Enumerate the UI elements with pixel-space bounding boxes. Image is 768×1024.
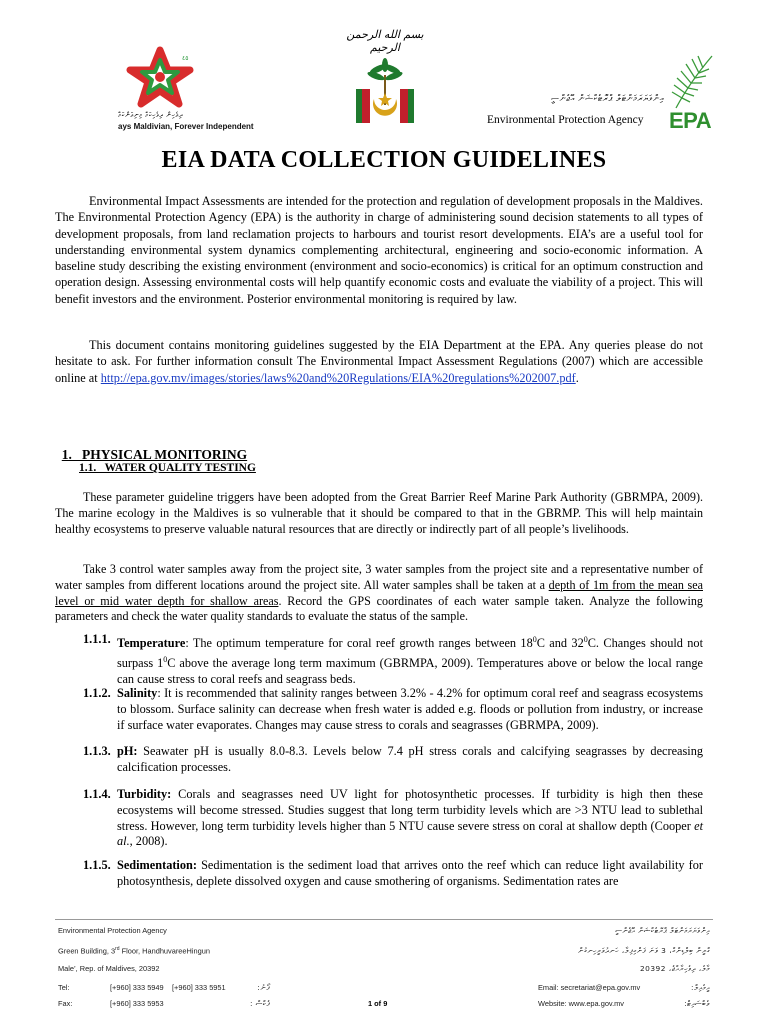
footer-right-line-2: ގްރީން ބިލްޑިންގް، 3 ވަނަ ފަންގިފިލާ، ހަނދުވަރީހިނގުން <box>578 946 710 955</box>
item-text: , 2008). <box>129 834 168 849</box>
item-ph <box>83 744 703 776</box>
item-term: pH: <box>117 744 138 758</box>
item-term: Sedimentation: <box>117 858 197 872</box>
item-italic: et al. <box>117 818 703 849</box>
water-quality-paragraph-2 <box>55 562 703 625</box>
item-text: : It is recommended that salinity ranges between 3.2% - 4.2% for optimum coral reef and seagrass ecosystems to blossom. Surface salinity can decrease when fresh water is added e.g. floods or pollution from industry, or increase if surface water evaporates. Changes may cause stress to corals and seagrasses (GBRMPA, 2009). <box>117 686 703 732</box>
independence-logo <box>118 46 202 110</box>
footer-fax-thaana: ފެކްސް : <box>249 999 270 1008</box>
svg-text:٤٥: ٤٥ <box>182 55 189 62</box>
footer-email-thaana: އީމެއިލް: <box>690 983 710 992</box>
footer-right-line-3: މާލެ، ދިވެހިރާއްޖެ، 20392 <box>639 964 710 973</box>
item-term: Temperature <box>117 636 186 651</box>
intro-p2-text: This document contains monitoring guidelines suggested by the EIA Department at the EPA. Any queries please do not hesitate to ask. For further information consult The Environmental Impact Assessment Regulations (2007) which are accessible online at <box>55 338 703 385</box>
footer-tel-thaana: ފޯނު: <box>257 983 270 992</box>
bismillah: بسم الله الرحمن الرحيم <box>346 28 424 54</box>
epa-logo-text: EPA <box>669 108 712 133</box>
degree-sup: 0 <box>532 635 537 644</box>
footer-tel-label: Tel: <box>58 983 70 992</box>
para2-text-b: . Record the GPS coordinates of each water sample taken. Analyze the following parameters and check the water quality standards to evaluate the status of the sample. <box>55 593 703 624</box>
para2-text-a: Take 3 control water samples away from the project site, 3 water samples from the project site and a representative number of water samples from different locations around the project site. All water samples shall be taken at a <box>55 562 703 592</box>
item-text: : The optimum temperature for coral reef growth ranges between 18 <box>185 636 533 651</box>
subsection-heading-water-quality: 1.1. WATER QUALITY TESTING <box>79 462 256 474</box>
item-term: Salinity <box>117 686 158 700</box>
section-number-title: 1. PHYSICAL MONITORING <box>61 447 248 462</box>
address-sup: rd <box>115 946 120 952</box>
footer-website[interactable]: Website: www.epa.gov.mv <box>538 999 624 1008</box>
footer-website-thaana: ވެބްސައިޓް: <box>684 999 710 1008</box>
footer-tel-2: [+960] 333 5951 <box>172 983 226 992</box>
agency-thaana: އިންވަޔަރަމަންޓަލް ޕްރޮޓެކްޝަން އޭޖެންސީ <box>551 94 664 104</box>
item-text: Corals and seagrasses need UV light for photosynthetic processes. If turbidity is high then these ecosystems will become stressed. Studies suggest that long term turbidity levels which are >3 NTU lead to sublethal stress. However, long term turbidity levels higher than 5 NTU cause severe stress on coral at shallow depth (Cooper <box>117 787 703 833</box>
item-text: C and 32 <box>536 636 584 651</box>
item-text: Seawater pH is usually 8.0-8.3. Levels below 7.4 pH stress corals and calcifying seagrasses by decreasing calcification processes. <box>117 744 703 774</box>
intro-paragraph-2 <box>55 337 703 386</box>
degree-sup: 0 <box>583 635 588 644</box>
left-logo-thaana: ދިވެހިން ދިވެހިކަމާ މިނިވަންކަމާ <box>118 111 184 119</box>
item-text: Sedimentation is the sediment load that arrives onto the reef which can reduce light availability for photosynthesis, deplete dissolved oxygen and cause smothering of organisms. Sedimentation rates are <box>117 858 703 888</box>
national-emblem <box>354 55 416 127</box>
item-number: 1.1.2. <box>83 686 111 700</box>
address-text: Floor, HandhuvareeHingun <box>119 946 210 956</box>
item-number: 1.1.3. <box>83 744 111 758</box>
item-salinity <box>83 686 703 733</box>
item-text: C. Changes should not surpass 1 <box>117 636 703 670</box>
section-heading-physical-monitoring <box>55 431 247 463</box>
footer-fax-label: Fax: <box>58 999 73 1008</box>
item-temperature <box>83 632 703 688</box>
eia-regulations-link[interactable]: http://epa.gov.mv/images/stories/laws%20and%20Regulations/EIA%20regulations%202007.pdf <box>100 370 576 385</box>
item-number: 1.1.5. <box>83 858 111 872</box>
footer-tel-1: [+960] 333 5949 <box>110 983 164 992</box>
water-quality-paragraph-1: These parameter guideline triggers have been adopted from the Great Barrier Reef Marine Park Authority (GBRMPA, 2009). The marine ecology in the Maldives is so vulnerable that it should be compared to that in the GBRMP. This will help maintain healthy ecosystems to preserve valuable natural resources that are directly or indirectly part of all people’s livelihoods. <box>55 490 703 536</box>
item-term: Turbidity: <box>117 787 172 801</box>
item-number: 1.1.4. <box>83 787 111 801</box>
item-sedimentation <box>83 858 703 890</box>
agency-name: Environmental Protection Agency <box>487 114 644 126</box>
footer-right-line-1: އިންވަޔަރަމަންޓަލް ޕްރޮޓެކްޝަން އޭޖެންސީ <box>615 926 710 935</box>
degree-sup: 0 <box>163 654 168 664</box>
intro-paragraph-1: Environmental Impact Assessments are intended for the protection and regulation of development proposals in the Maldives. The Environmental Protection Agency (EPA) is the authority in charge of administering sound decision statements to all types of development proposals, from land reclamation projects to harbours and tourist resort developments. EIA’s are a useful tool for understanding environmental system dynamics complementing architectural, engineering and socio-economic information. A baseline study describing the existing environment (environment and socio-economics) is critical for an optimum construction and operation design. Assessing environmental costs will help quantify economic costs and evaluate the viability of a project. This will benefit investors and the environment. Posterior environmental monitoring is required by law. <box>55 194 704 306</box>
footer-fax: [+960] 333 5953 <box>110 999 164 1008</box>
page-number: 1 of 9 <box>368 999 388 1008</box>
intro-p2-end: . <box>575 370 579 385</box>
footer-address-2: Male’, Rep. of Maldives, 20392 <box>58 964 160 973</box>
para2-underlined-depth: depth of 1m from the mean sea level or mid water depth for shallow areas <box>55 577 703 608</box>
item-text: C above the average long term maximum (GBRMPA, 2009). Temperatures above or below the local range can cause stress to coral reefs and seagrass beds. <box>117 655 703 686</box>
item-number: 1.1.1. <box>83 632 111 646</box>
footer-email[interactable]: Email: secretariat@epa.gov.mv <box>538 983 641 992</box>
epa-palm-icon <box>668 52 714 110</box>
footer-divider <box>55 919 713 920</box>
footer-address-1 <box>58 946 210 955</box>
address-text: Green Building, 3 <box>58 946 116 956</box>
item-turbidity <box>83 787 703 850</box>
page-title: EIA DATA COLLECTION GUIDELINES <box>161 147 607 173</box>
footer-agency: Environmental Protection Agency <box>58 926 167 935</box>
left-logo-caption: ays Maldivian, Forever Independent <box>118 122 254 131</box>
